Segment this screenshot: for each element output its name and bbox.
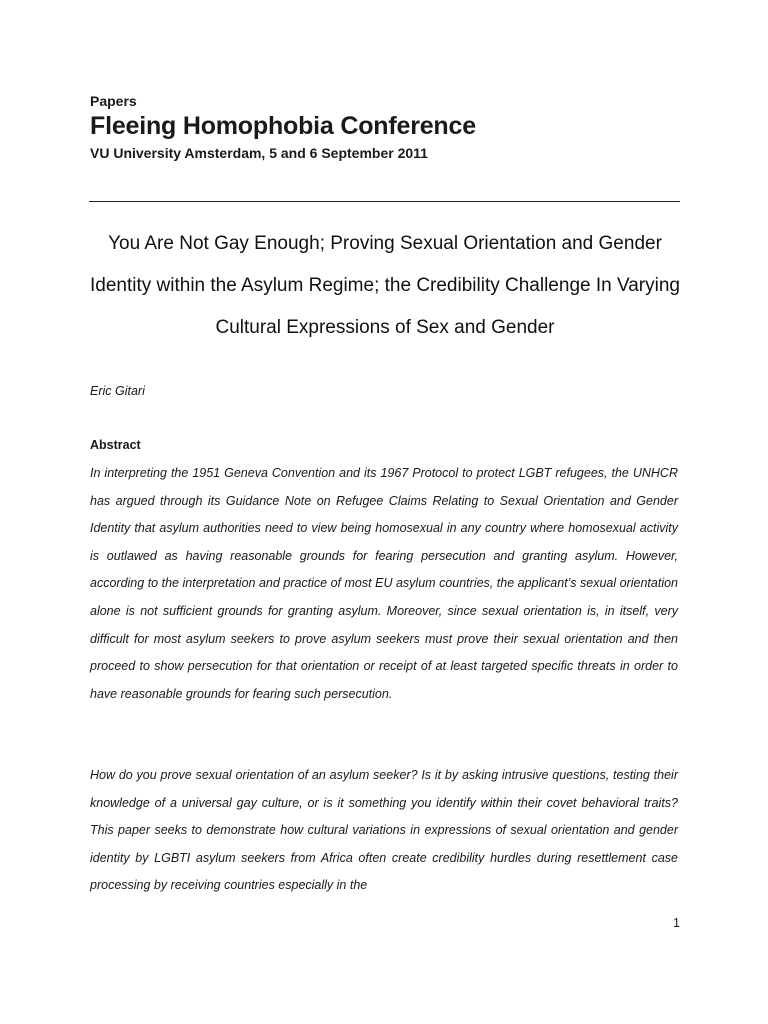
page-number: 1 — [673, 916, 680, 930]
conference-title: Fleeing Homophobia Conference — [90, 112, 476, 140]
section-kicker: Papers — [90, 93, 137, 109]
conference-header — [90, 92, 680, 162]
abstract-paragraph-2: How do you prove sexual orientation of an asylum seeker? Is it by asking intrusive questions, testing their knowledge of a universal gay culture, or is it something you identify within their covet behavioral traits? This paper seeks to demonstrate how cultural variations in expressions of sexual orientation and gender identity by LGBTI asylum seekers from Africa often create credibility hurdles during resettlement case processing by receiving countries especially in the — [90, 768, 678, 893]
paper-title: You Are Not Gay Enough; Proving Sexual Orientation and Gender Identity within the Asylum Regime; the Credibility Challenge In Varying Cultural Expressions of Sex and Gender — [90, 233, 680, 338]
abstract-heading: Abstract — [90, 438, 141, 452]
author-name: Eric Gitari — [90, 384, 145, 398]
header-divider — [89, 201, 680, 202]
conference-subtitle: VU University Amsterdam, 5 and 6 September 2011 — [90, 145, 428, 161]
abstract-paragraph-1: In interpreting the 1951 Geneva Convention and its 1967 Protocol to protect LGBT refugees, the UNHCR has argued through its Guidance Note on Refugee Claims Relating to Sexual Orientation and Gender Identity that asylum authorities need to view being homosexual in any country where homosexual activity is outlawed as having reasonable grounds for fearing persecution and granting asylum. However, according to the interpretation and practice of most EU asylum countries, the applicant’s sexual orientation alone is not sufficient grounds for granting asylum. Moreover, since sexual orientation is, in itself, very difficult for most asylum seekers to prove asylum seekers must prove their sexual orientation and then proceed to show persecution for that orientation or receipt of at least targeted specific threats in order to have reasonable grounds for fearing such persecution. — [90, 466, 678, 701]
